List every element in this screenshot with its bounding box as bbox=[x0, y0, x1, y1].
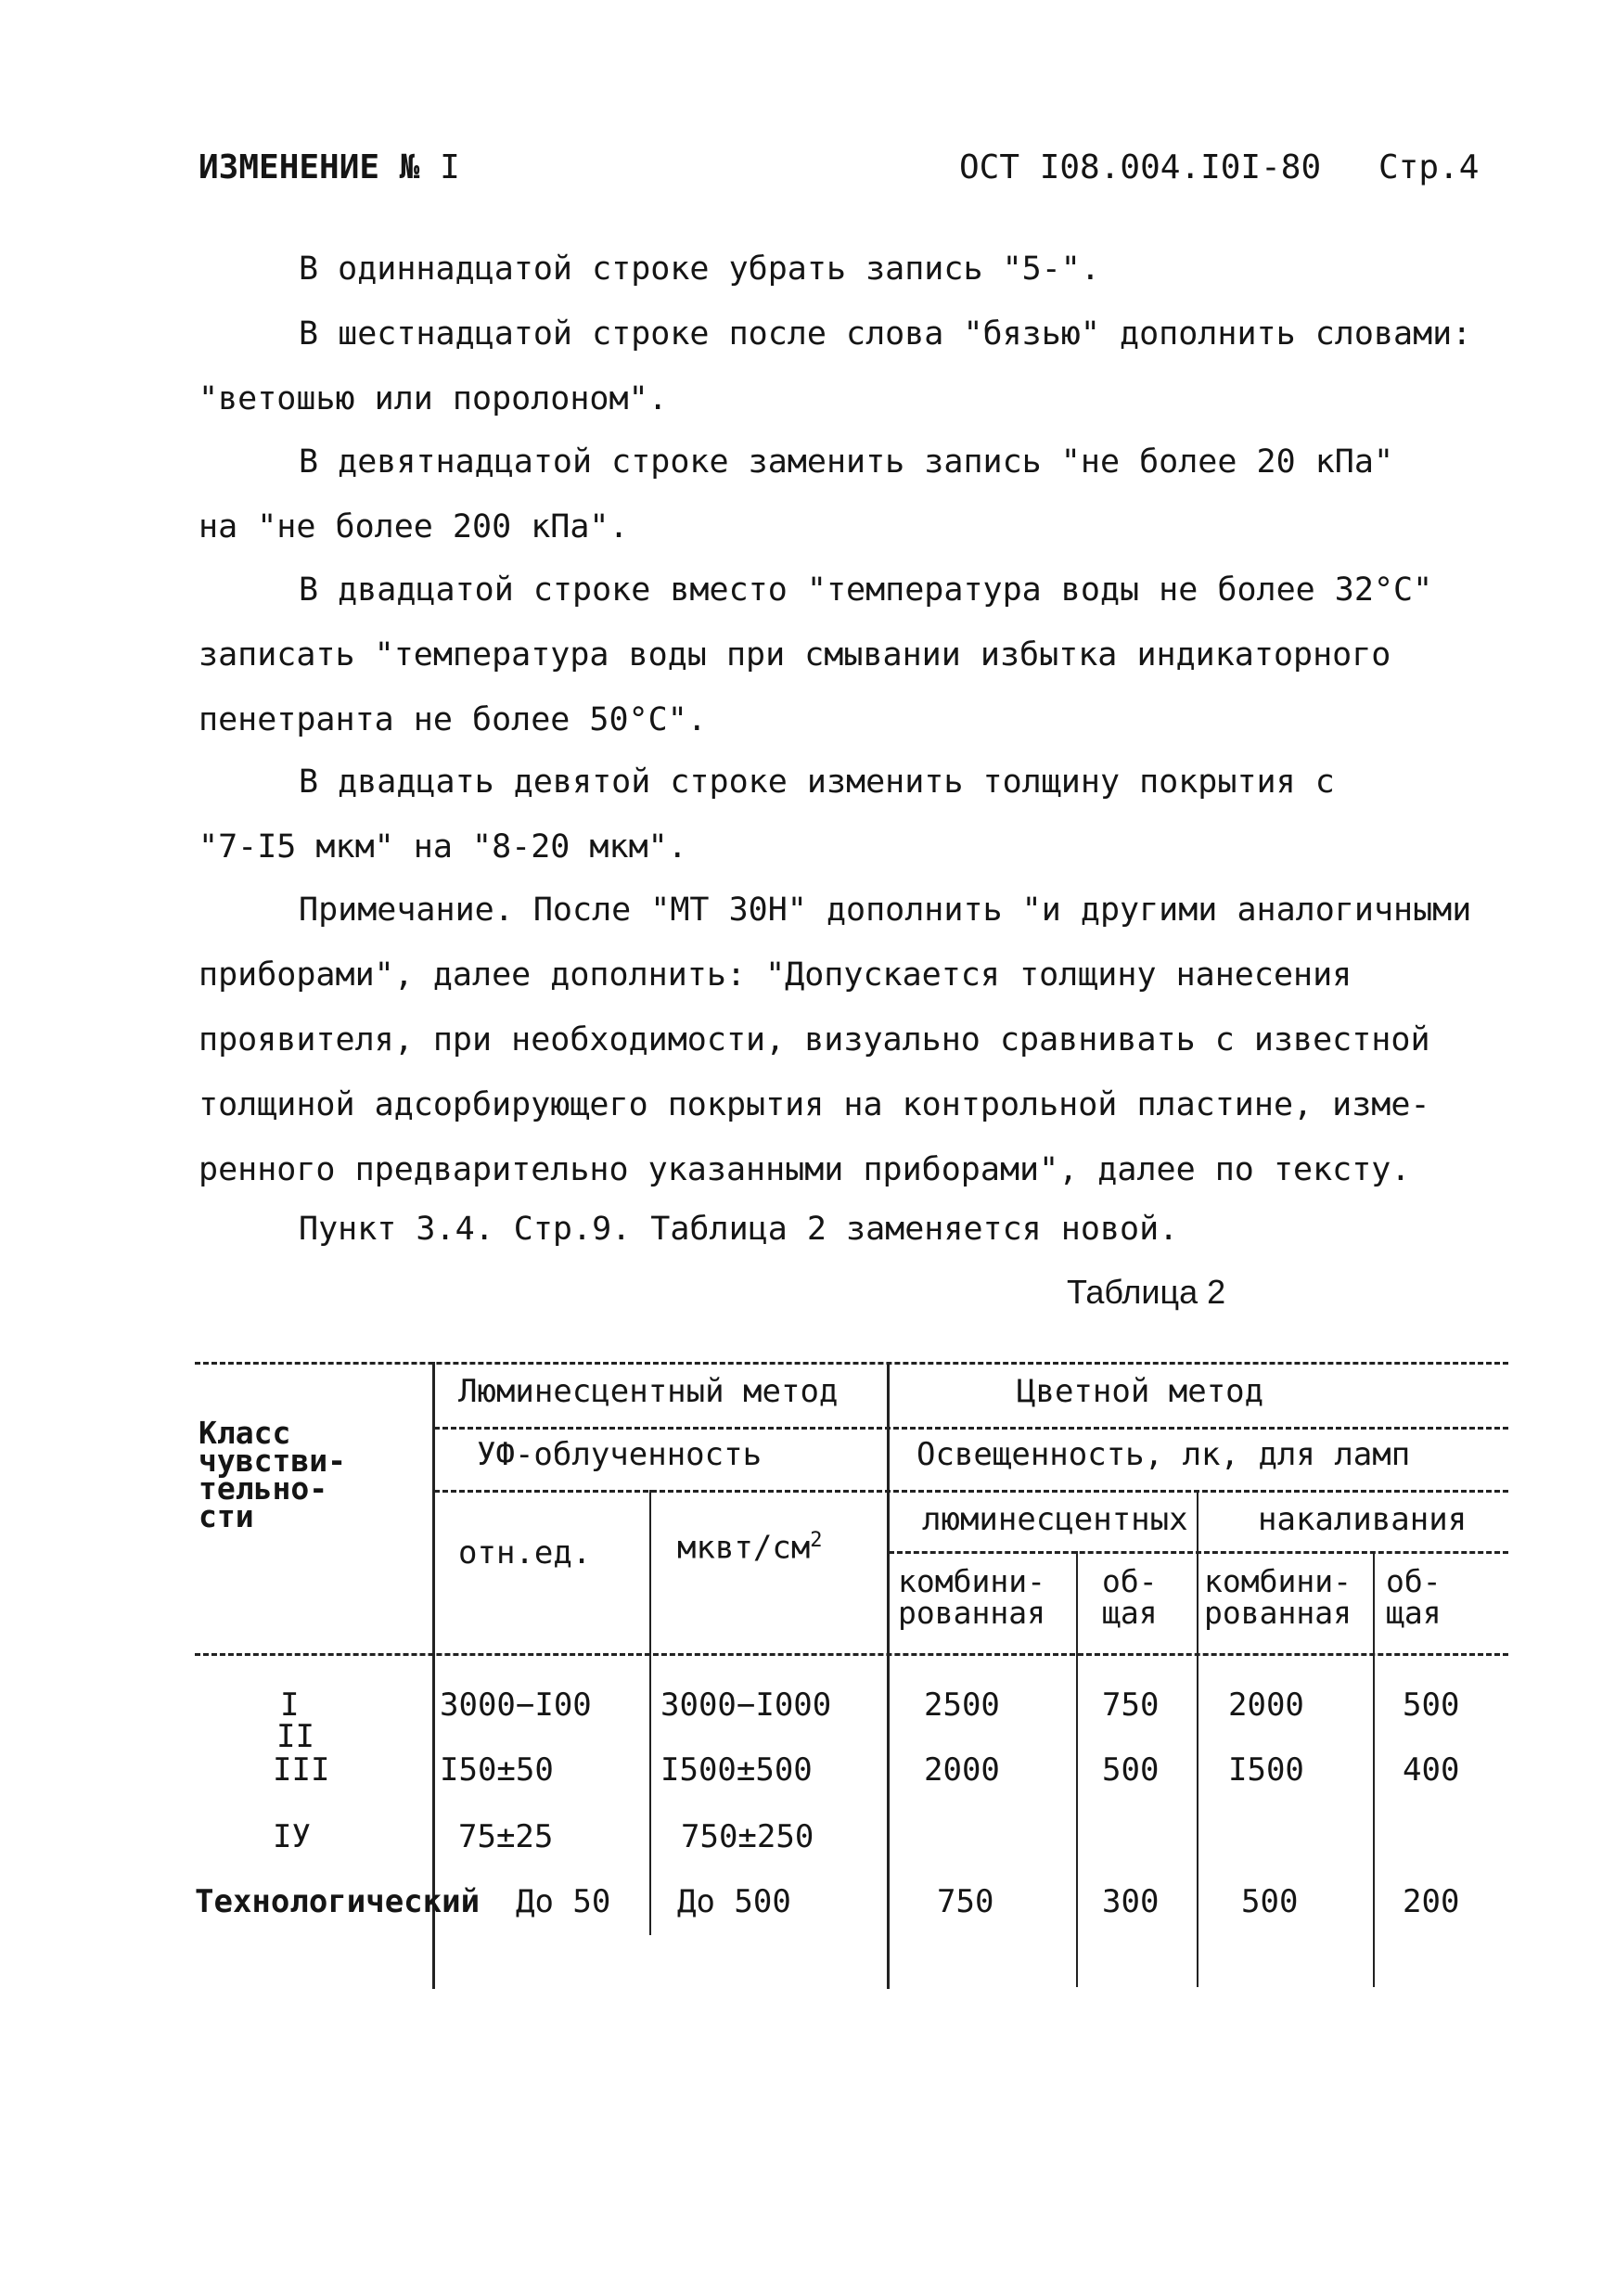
table-column-divider bbox=[1197, 1490, 1198, 1987]
row-class-cell: IУ bbox=[273, 1818, 311, 1855]
table-rule bbox=[434, 1490, 1508, 1493]
table-column-divider bbox=[887, 1362, 890, 1989]
row-lum-general-cell: 500 bbox=[1102, 1751, 1160, 1789]
row-lum-combined-cell: 2000 bbox=[924, 1751, 1000, 1789]
row-class-cell: II bbox=[276, 1718, 314, 1755]
row-inc-combined-cell: I500 bbox=[1228, 1751, 1304, 1789]
row-inc-general-cell: 500 bbox=[1403, 1687, 1460, 1724]
header-uv-irradiance: УФ-облученность bbox=[477, 1436, 763, 1473]
text-line: В одиннадцатой строке убрать запись "5-". bbox=[299, 250, 1100, 288]
row-inc-general-cell: 200 bbox=[1403, 1883, 1460, 1920]
unit-text: мквт/см bbox=[677, 1529, 811, 1567]
text-line: записать "температура воды при смывании избытка индикаторного bbox=[199, 636, 1391, 673]
text-line: ренного предварительно указанными приборами", далее по тексту. bbox=[199, 1151, 1411, 1188]
row-class-cell: Технологический bbox=[195, 1883, 481, 1920]
row-rel-units-cell: 3000−I00 bbox=[440, 1687, 592, 1724]
header-illuminance: Освещенность, лк, для ламп bbox=[916, 1436, 1411, 1473]
header-combined: комбини- рованная bbox=[1204, 1563, 1352, 1631]
text-line: Примечание. После "МТ 30Н" дополнить "и другими аналогичными bbox=[299, 891, 1472, 929]
row-lum-combined-cell: 750 bbox=[937, 1883, 994, 1920]
unit-exponent: 2 bbox=[810, 1529, 823, 1552]
table-column-divider bbox=[1373, 1551, 1375, 1987]
amendment-title: ИЗМЕНЕНИЕ № bbox=[199, 148, 420, 186]
row-rel-units-cell: I50±50 bbox=[440, 1751, 554, 1789]
header-general: об- щая bbox=[1386, 1563, 1442, 1631]
row-inc-combined-cell: 2000 bbox=[1228, 1687, 1304, 1724]
row-lum-combined-cell: 2500 bbox=[924, 1687, 1000, 1724]
header-color-method: Цветной метод bbox=[1017, 1373, 1264, 1410]
row-lum-general-cell: 750 bbox=[1102, 1687, 1160, 1724]
row-lum-general-cell: 300 bbox=[1102, 1883, 1160, 1920]
row-rel-units-cell: 75±25 bbox=[458, 1818, 554, 1855]
text-line: пенетранта не более 50°С". bbox=[199, 701, 707, 738]
row-mkwt-cell: 750±250 bbox=[681, 1818, 814, 1855]
table-header-bottom-rule bbox=[195, 1653, 1508, 1656]
row-mkwt-cell: I500±500 bbox=[660, 1751, 813, 1789]
text-line: проявителя, при необходимости, визуально сравнивать с известной bbox=[199, 1021, 1430, 1058]
text-line: "7-I5 мкм" на "8-20 мкм". bbox=[199, 828, 687, 866]
table-column-divider bbox=[1076, 1551, 1078, 1987]
document-code: ОСТ I08.004.I0I-80 bbox=[959, 148, 1322, 186]
header-relative-units: отн.ед. bbox=[458, 1534, 592, 1571]
text-line: В девятнадцатой строке заменить запись "не более 20 кПа" bbox=[299, 443, 1394, 481]
table-rule bbox=[434, 1427, 1508, 1430]
header-incandescent-lamps: накаливания bbox=[1258, 1501, 1468, 1538]
header-microwatt bbox=[677, 1529, 823, 1566]
header-luminescent-lamps: люминесцентных bbox=[922, 1501, 1188, 1538]
row-class-cell: I bbox=[280, 1687, 300, 1724]
row-class-cell: III bbox=[273, 1751, 330, 1789]
text-line: Пункт 3.4. Стр.9. Таблица 2 заменяется новой. bbox=[299, 1211, 1179, 1248]
text-line: В шестнадцатой строке после слова "бязью" дополнить словами: bbox=[299, 315, 1472, 353]
row-mkwt-cell: 3000−I000 bbox=[660, 1687, 832, 1724]
row-inc-combined-cell: 500 bbox=[1241, 1883, 1299, 1920]
text-line: В двадцать девятой строке изменить толщину покрытия с bbox=[299, 763, 1335, 801]
table-top-rule bbox=[195, 1362, 1508, 1365]
header-general: об- щая bbox=[1102, 1563, 1158, 1631]
header-combined: комбини- рованная bbox=[898, 1563, 1045, 1631]
page-number: Стр.4 bbox=[1378, 148, 1480, 186]
text-line: на "не более 200 кПа". bbox=[199, 508, 629, 545]
text-line: толщиной адсорбирующего покрытия на контрольной пластине, изме- bbox=[199, 1086, 1430, 1123]
table-column-divider bbox=[649, 1490, 651, 1935]
header-class: Класс чувстви- тельно- сти bbox=[199, 1415, 346, 1534]
header-luminescent-method: Люминесцентный метод bbox=[458, 1373, 839, 1410]
table-rule bbox=[889, 1551, 1508, 1554]
table-caption: Таблица 2 bbox=[1067, 1273, 1226, 1311]
text-line: приборами", далее дополнить: "Допускается толщину нанесения bbox=[199, 956, 1352, 994]
amendment-number: I bbox=[440, 148, 460, 186]
text-line: В двадцатой строке вместо "температура воды не более 32°С" bbox=[299, 571, 1433, 609]
row-rel-units-cell: До 50 bbox=[516, 1883, 611, 1920]
row-mkwt-cell: До 500 bbox=[677, 1883, 791, 1920]
row-inc-general-cell: 400 bbox=[1403, 1751, 1460, 1789]
text-line: "ветошью или поролоном". bbox=[199, 380, 668, 417]
